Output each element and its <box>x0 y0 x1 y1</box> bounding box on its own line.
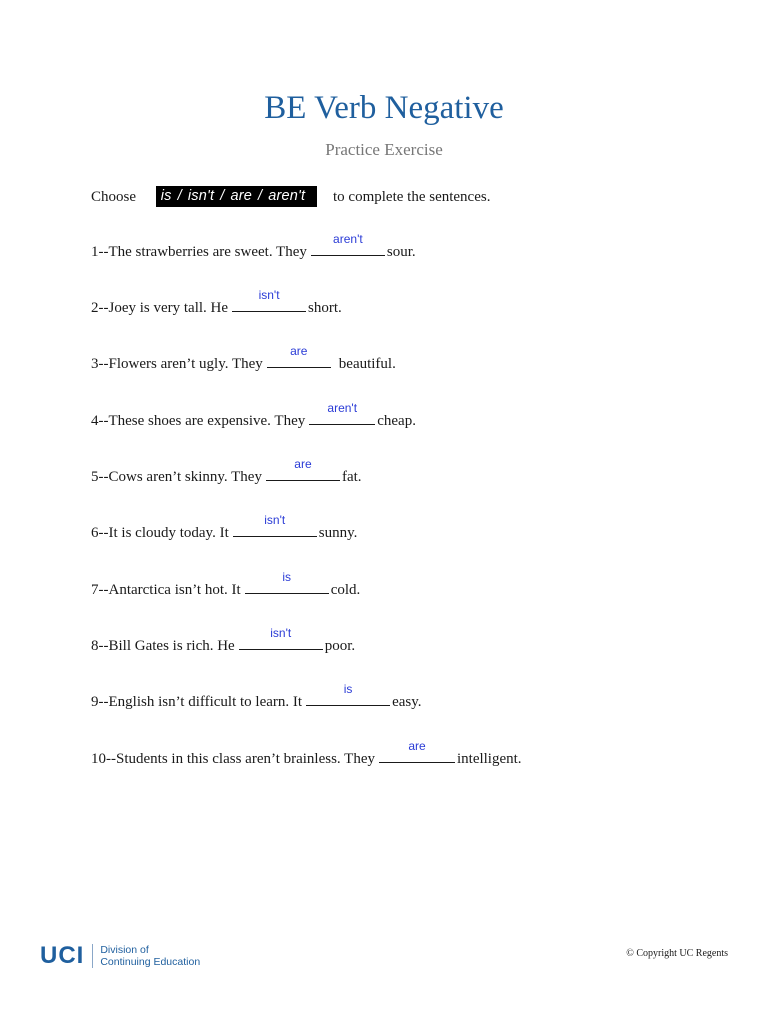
page-subtitle: Practice Exercise <box>325 140 443 159</box>
question-7 <box>91 570 361 599</box>
question-ending: cold. <box>330 582 361 598</box>
copyright-notice: © Copyright UC Regents <box>626 948 728 959</box>
question-ending: beautiful. <box>338 356 396 372</box>
answer-text: isn't <box>258 288 280 302</box>
answer-text: is <box>343 682 353 696</box>
answer-text: are <box>294 457 312 471</box>
question-3 <box>91 344 396 373</box>
uci-logo-line1: Division of <box>100 944 149 956</box>
question-text: 8--Bill Gates is rich. He <box>91 638 235 654</box>
question-2 <box>91 288 342 317</box>
answer-blank[interactable] <box>309 401 375 425</box>
question-10 <box>91 739 522 768</box>
question-9 <box>91 682 422 711</box>
question-text: 9--English isn’t difficult to learn. It <box>91 694 303 710</box>
question-text: 2--Joey is very tall. He <box>91 300 229 316</box>
instruction <box>91 186 490 207</box>
instruction-before: Choose <box>91 189 136 205</box>
question-text: 6--It is cloudy today. It <box>91 525 229 541</box>
question-6 <box>91 513 358 542</box>
question-8 <box>91 626 356 655</box>
page-title: BE Verb Negative <box>264 90 504 126</box>
answer-text: are <box>408 739 426 753</box>
question-ending: short. <box>308 300 342 316</box>
answer-blank[interactable] <box>266 457 340 481</box>
choice-separator: / <box>177 188 182 204</box>
question-ending: sunny. <box>318 525 358 541</box>
choice-separator: / <box>220 188 225 204</box>
question-text: 10--Students in this class aren’t brainless. They <box>91 751 375 767</box>
answer-blank[interactable] <box>233 513 317 537</box>
question-1 <box>91 232 416 261</box>
answer-blank[interactable] <box>306 682 390 706</box>
answer-blank[interactable] <box>232 288 306 312</box>
answer-blank[interactable] <box>311 232 385 256</box>
question-ending: fat. <box>341 469 362 485</box>
uci-logo-line2: Continuing Education <box>100 956 201 968</box>
question-text: 1--The strawberries are sweet. They <box>91 244 307 260</box>
answer-text: is <box>282 570 292 584</box>
question-ending: sour. <box>386 244 416 260</box>
question-ending: cheap. <box>377 413 416 429</box>
question-ending: poor. <box>324 638 356 654</box>
choice-isnt: isn't <box>187 188 215 204</box>
answer-text: isn't <box>270 626 292 640</box>
question-text: 5--Cows aren’t skinny. They <box>91 469 262 485</box>
answer-text: isn't <box>264 513 286 527</box>
answer-text: are <box>290 344 308 358</box>
answer-text: aren't <box>327 401 358 415</box>
question-text: 4--These shoes are expensive. They <box>91 413 306 429</box>
question-text: 7--Antarctica isn’t hot. It <box>91 582 241 598</box>
choice-arent: aren't <box>268 188 306 204</box>
question-text: 3--Flowers aren’t ugly. They <box>91 356 263 372</box>
uci-logo <box>40 944 200 968</box>
uci-logo-text <box>93 944 200 968</box>
answer-text: aren't <box>333 232 363 246</box>
answer-blank[interactable] <box>239 626 323 650</box>
choice-separator: / <box>258 188 263 204</box>
choice-are: are <box>230 188 252 204</box>
uci-logo-mark: UCI <box>40 944 93 968</box>
answer-blank[interactable] <box>245 570 329 594</box>
question-5 <box>91 457 362 486</box>
answer-blank[interactable] <box>379 739 455 763</box>
answer-blank[interactable] <box>267 344 331 368</box>
question-ending: intelligent. <box>456 751 522 767</box>
instruction-after: to complete the sentences. <box>333 189 491 205</box>
question-ending: easy. <box>392 694 422 710</box>
choice-is: is <box>160 188 172 204</box>
choices-box <box>156 186 318 207</box>
question-4 <box>91 401 416 430</box>
